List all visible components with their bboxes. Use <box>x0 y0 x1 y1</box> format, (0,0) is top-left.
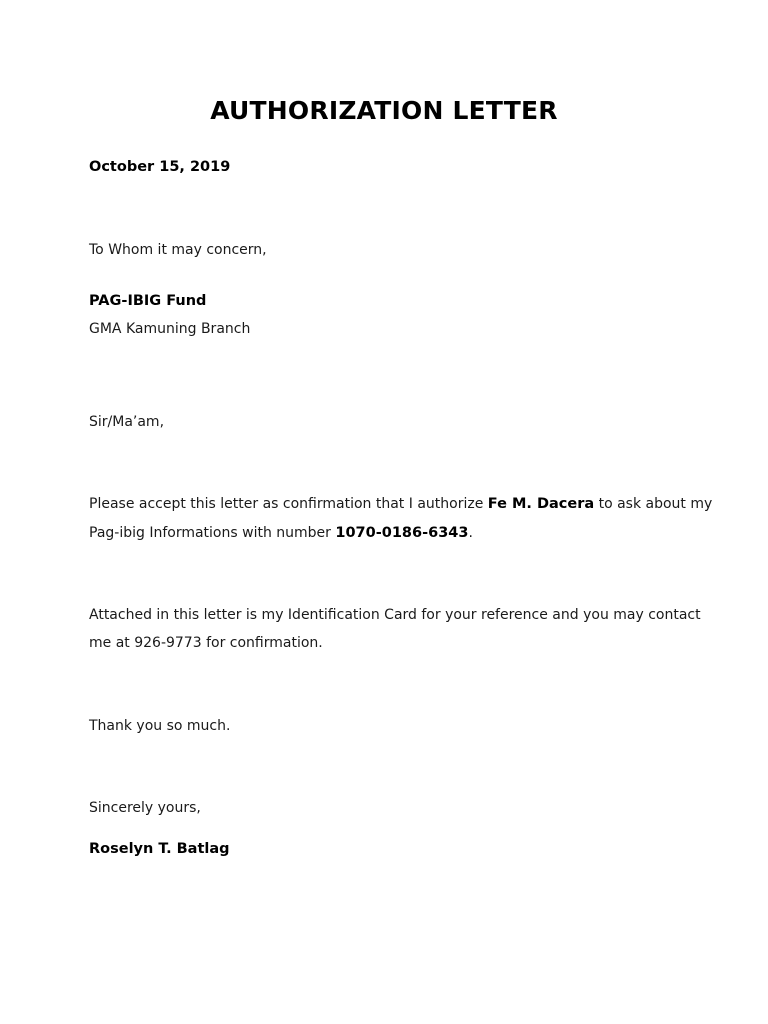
thanks-line: Thank you so much. <box>89 718 231 734</box>
paragraph-1-text-d: . <box>468 525 473 541</box>
signatory-name: Roselyn T. Batlag <box>89 841 230 857</box>
paragraph-2-line-1: Attached in this letter is my Identification Card for your reference and you may contact <box>89 607 701 623</box>
paragraph-1-text-a: Please accept this letter as confirmation that I authorize <box>89 496 488 512</box>
salutation: To Whom it may concern, <box>89 242 267 258</box>
authorized-person-name: Fe M. Dacera <box>487 496 595 512</box>
paragraph-1-line-1 <box>89 495 712 513</box>
letter-title: AUTHORIZATION LETTER <box>210 96 558 125</box>
paragraph-1-text-c: Pag-ibig Informations with number <box>89 525 336 541</box>
paragraph-1-text-b: to ask about my <box>594 496 713 512</box>
recipient-branch: GMA Kamuning Branch <box>89 321 251 337</box>
closing-line: Sincerely yours, <box>89 800 201 816</box>
greeting: Sir/Ma’am, <box>89 414 165 430</box>
paragraph-1-line-2 <box>89 524 473 542</box>
paragraph-2-line-2: me at 926-9773 for confirmation. <box>89 635 323 651</box>
letter-date: October 15, 2019 <box>89 159 231 175</box>
member-number: 1070-0186-6343 <box>335 525 469 541</box>
recipient-organization: PAG-IBIG Fund <box>89 293 207 309</box>
